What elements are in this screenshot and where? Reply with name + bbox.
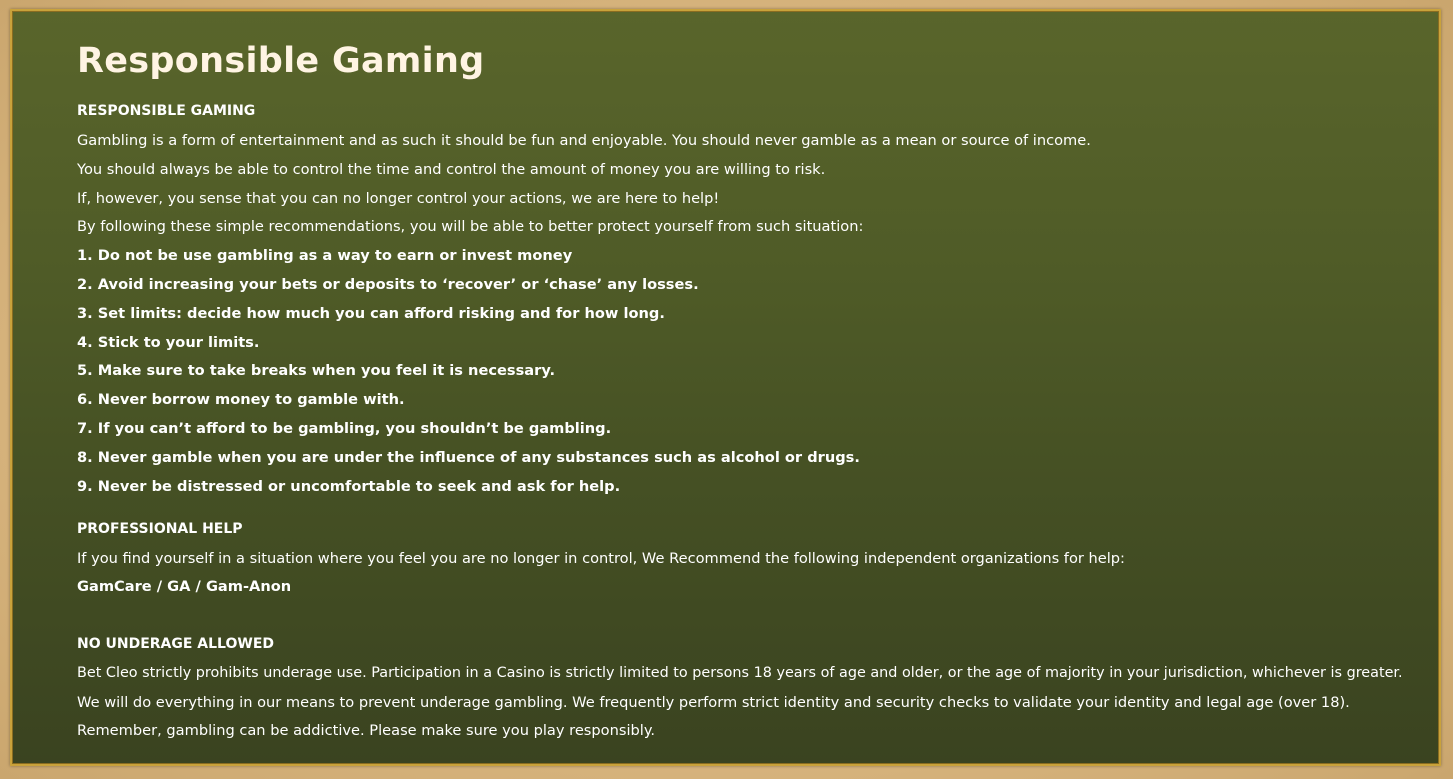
paragraph: Remember, gambling can be addictive. Please make sure you play responsibly. [77, 722, 656, 739]
recommendation-item: 8. Never gamble when you are under the influence of any substances such as alcohol or drugs. [77, 449, 860, 466]
recommendation-item: 5. Make sure to take breaks when you feel it is necessary. [77, 362, 556, 379]
recommendation-item: 7. If you can’t afford to be gambling, you shouldn’t be gambling. [77, 420, 612, 437]
section-heading-no-underage: NO UNDERAGE ALLOWED [77, 636, 275, 652]
paragraph: If, however, you sense that you can no longer control your actions, we are here to help! [77, 190, 720, 207]
recommendation-item: 9. Never be distressed or uncomfortable to seek and ask for help. [77, 478, 621, 495]
organizations-list: GamCare / GA / Gam-Anon [77, 578, 292, 595]
paragraph: Bet Cleo strictly prohibits underage use. Participation in a Casino is strictly limited to persons 18 years of age and older, or the age of majority in your jurisdiction, whichever is greater. [77, 665, 1403, 681]
content-panel [10, 9, 1441, 766]
recommendation-item: 2. Avoid increasing your bets or deposits to ‘recover’ or ‘chase’ any losses. [77, 276, 699, 293]
paragraph: By following these simple recommendations, you will be able to better protect yourself from such situation: [77, 218, 864, 235]
paragraph: We will do everything in our means to prevent underage gambling. We frequently perform strict identity and security checks to validate your identity and legal age (over 18). [77, 694, 1350, 711]
paragraph: If you find yourself in a situation where you feel you are no longer in control, We Recommend the following independent organizations for help: [77, 550, 1125, 567]
paragraph: Gambling is a form of entertainment and as such it should be fun and enjoyable. You should never gamble as a mean or source of income. [77, 132, 1091, 149]
section-heading-professional-help: PROFESSIONAL HELP [77, 521, 243, 537]
section-heading-responsible-gaming: RESPONSIBLE GAMING [77, 103, 256, 119]
paragraph: You should always be able to control the time and control the amount of money you are willing to risk. [77, 161, 826, 178]
recommendation-item: 6. Never borrow money to gamble with. [77, 391, 405, 408]
recommendation-item: 4. Stick to your limits. [77, 334, 260, 351]
recommendation-item: 1. Do not be use gambling as a way to earn or invest money [77, 247, 573, 264]
page-title: Responsible Gaming [77, 41, 485, 81]
recommendation-item: 3. Set limits: decide how much you can afford risking and for how long. [77, 305, 665, 322]
